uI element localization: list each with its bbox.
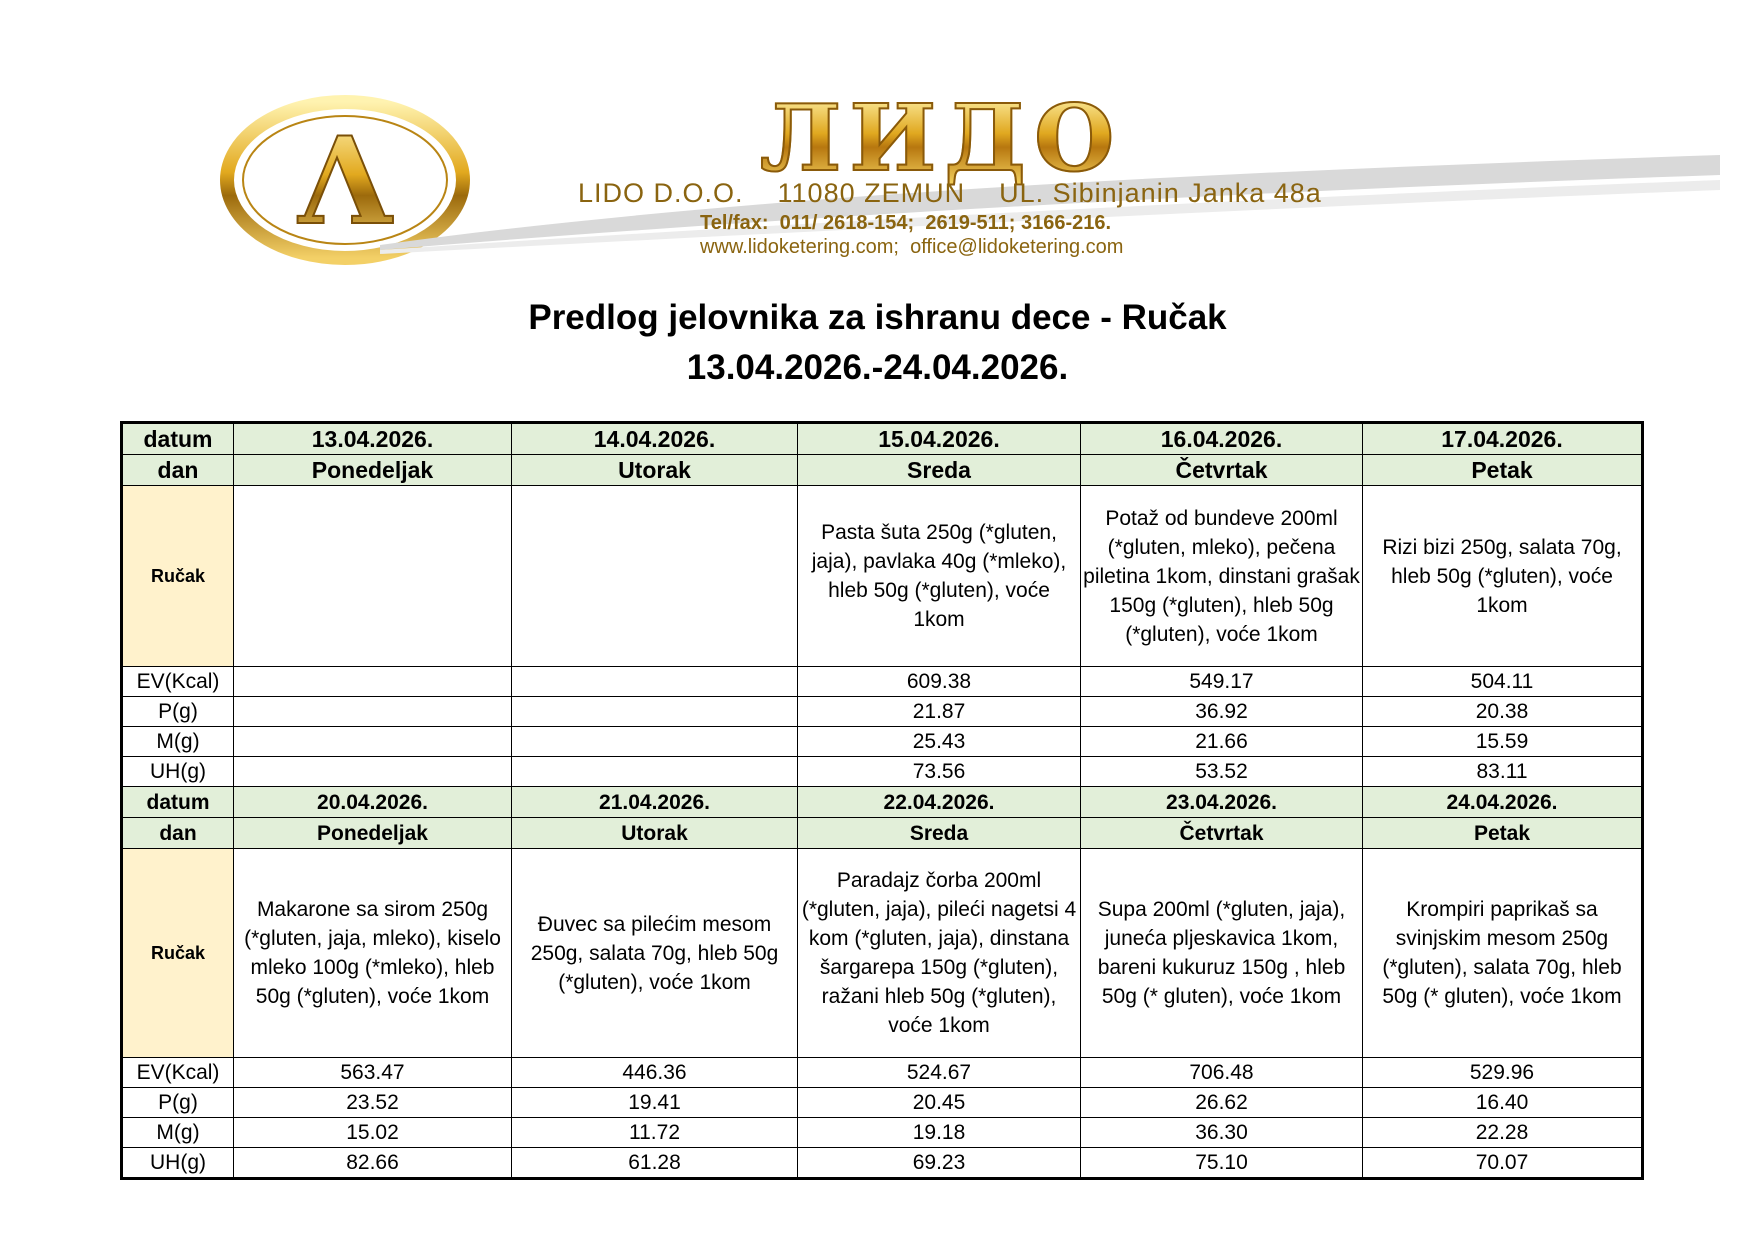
datum-label: datum <box>122 787 234 818</box>
p-label: P(g) <box>122 1088 234 1118</box>
page-title: Predlog jelovnika za ishranu dece - Ručak <box>528 298 1227 337</box>
uh-cell: 75.10 <box>1081 1148 1363 1179</box>
fat-row <box>122 1118 1643 1148</box>
day-cell: Petak <box>1363 818 1643 849</box>
p-cell <box>512 697 798 727</box>
day-row <box>122 455 1643 486</box>
menu-table <box>120 421 1644 1180</box>
date-cell: 15.04.2026. <box>798 423 1081 455</box>
rucak-label: Ručak <box>122 486 234 667</box>
dan-label: dan <box>122 818 234 849</box>
ev-cell: 549.17 <box>1081 667 1363 697</box>
p-cell: 21.87 <box>798 697 1081 727</box>
day-cell: Ponedeljak <box>234 455 512 486</box>
protein-row <box>122 1088 1643 1118</box>
m-cell: 36.30 <box>1081 1118 1363 1148</box>
ev-cell <box>512 667 798 697</box>
p-label: P(g) <box>122 697 234 727</box>
m-cell: 19.18 <box>798 1118 1081 1148</box>
m-cell: 11.72 <box>512 1118 798 1148</box>
m-cell <box>512 727 798 757</box>
ev-label: EV(Kcal) <box>122 1058 234 1088</box>
day-cell: Četvrtak <box>1081 818 1363 849</box>
letterhead <box>0 0 1755 280</box>
p-cell: 19.41 <box>512 1088 798 1118</box>
ev-cell: 504.11 <box>1363 667 1643 697</box>
p-cell: 20.38 <box>1363 697 1643 727</box>
protein-row <box>122 697 1643 727</box>
meal-row <box>122 486 1643 667</box>
meal-cell: Krompiri paprikaš sa svinjskim mesom 250g (*gluten), salata 70g, hleb 50g (* gluten), voće 1kom <box>1363 849 1643 1058</box>
datum-label: datum <box>122 423 234 455</box>
ev-label: EV(Kcal) <box>122 667 234 697</box>
date-cell: 20.04.2026. <box>234 787 512 818</box>
ev-cell: 706.48 <box>1081 1058 1363 1088</box>
fat-row <box>122 727 1643 757</box>
uh-cell: 82.66 <box>234 1148 512 1179</box>
m-cell: 25.43 <box>798 727 1081 757</box>
meal-cell: Makarone sa sirom 250g (*gluten, jaja, mleko), kiselo mleko 100g (*mleko), hleb 50g (*gluten), voće 1kom <box>234 849 512 1058</box>
uh-cell: 83.11 <box>1363 757 1643 787</box>
date-cell: 23.04.2026. <box>1081 787 1363 818</box>
meal-cell: Potaž od bundeve 200ml (*gluten, mleko), pečena piletina 1kom, dinstani grašak 150g (*gluten), hleb 50g (*gluten), voće 1kom <box>1081 486 1363 667</box>
day-row <box>122 818 1643 849</box>
uh-cell: 69.23 <box>798 1148 1081 1179</box>
date-cell: 14.04.2026. <box>512 423 798 455</box>
p-cell: 26.62 <box>1081 1088 1363 1118</box>
ev-cell: 609.38 <box>798 667 1081 697</box>
date-row <box>122 423 1643 455</box>
meal-row <box>122 849 1643 1058</box>
company-address: LIDO D.O.O. 11080 ZEMUN UL. Sibinjanin Janka 48a <box>578 178 1322 208</box>
company-phone: Tel/fax: 011/ 2618-154; 2619-511; 3166-216. <box>700 212 1112 234</box>
p-cell: 23.52 <box>234 1088 512 1118</box>
date-cell: 16.04.2026. <box>1081 423 1363 455</box>
p-cell: 20.45 <box>798 1088 1081 1118</box>
company-web: www.lidoketering.com; office@lidoketering.com <box>700 236 1124 258</box>
ev-cell: 529.96 <box>1363 1058 1643 1088</box>
date-cell: 17.04.2026. <box>1363 423 1643 455</box>
day-cell: Utorak <box>512 455 798 486</box>
meal-cell: Paradajz čorba 200ml (*gluten, jaja), pileći nagetsi 4 kom (*gluten, jaja), dinstana šargarepa 150g (*gluten), ražani hleb 50g (*gluten), voće 1kom <box>798 849 1081 1058</box>
rucak-label: Ručak <box>122 849 234 1058</box>
meal-cell <box>512 486 798 667</box>
m-label: M(g) <box>122 1118 234 1148</box>
p-cell: 36.92 <box>1081 697 1363 727</box>
day-cell: Četvrtak <box>1081 455 1363 486</box>
meal-cell: Đuvec sa pilećim mesom 250g, salata 70g, hleb 50g (*gluten), voće 1kom <box>512 849 798 1058</box>
p-cell: 16.40 <box>1363 1088 1643 1118</box>
meal-cell: Rizi bizi 250g, salata 70g, hleb 50g (*gluten), voće 1kom <box>1363 486 1643 667</box>
uh-label: UH(g) <box>122 1148 234 1179</box>
m-cell: 15.59 <box>1363 727 1643 757</box>
meal-cell: Supa 200ml (*gluten, jaja), juneća pljeskavica 1kom, bareni kukuruz 150g , hleb 50g (* gluten), voće 1kom <box>1081 849 1363 1058</box>
logo-letter: Λ <box>298 111 392 252</box>
m-cell: 22.28 <box>1363 1118 1643 1148</box>
brand-wordmark: ЛИДО <box>760 84 1123 192</box>
date-row <box>122 787 1643 818</box>
date-cell: 24.04.2026. <box>1363 787 1643 818</box>
ev-cell: 524.67 <box>798 1058 1081 1088</box>
m-cell: 15.02 <box>234 1118 512 1148</box>
day-cell: Sreda <box>798 455 1081 486</box>
ev-row <box>122 667 1643 697</box>
uh-cell: 61.28 <box>512 1148 798 1179</box>
meal-cell: Pasta šuta 250g (*gluten, jaja), pavlaka 40g (*mleko), hleb 50g (*gluten), voće 1kom <box>798 486 1081 667</box>
date-cell: 13.04.2026. <box>234 423 512 455</box>
uh-cell: 73.56 <box>798 757 1081 787</box>
meal-cell <box>234 486 512 667</box>
uh-cell <box>512 757 798 787</box>
uh-label: UH(g) <box>122 757 234 787</box>
p-cell <box>234 697 512 727</box>
day-cell: Petak <box>1363 455 1643 486</box>
day-cell: Sreda <box>798 818 1081 849</box>
carb-row <box>122 757 1643 787</box>
day-cell: Utorak <box>512 818 798 849</box>
date-cell: 22.04.2026. <box>798 787 1081 818</box>
ev-cell: 563.47 <box>234 1058 512 1088</box>
uh-cell: 53.52 <box>1081 757 1363 787</box>
date-cell: 21.04.2026. <box>512 787 798 818</box>
uh-cell <box>234 757 512 787</box>
ev-cell <box>234 667 512 697</box>
m-cell <box>234 727 512 757</box>
m-label: M(g) <box>122 727 234 757</box>
uh-cell: 70.07 <box>1363 1148 1643 1179</box>
day-cell: Ponedeljak <box>234 818 512 849</box>
page-date-range: 13.04.2026.-24.04.2026. <box>686 348 1069 387</box>
carb-row <box>122 1148 1643 1179</box>
ev-cell: 446.36 <box>512 1058 798 1088</box>
dan-label: dan <box>122 455 234 486</box>
ev-row <box>122 1058 1643 1088</box>
m-cell: 21.66 <box>1081 727 1363 757</box>
